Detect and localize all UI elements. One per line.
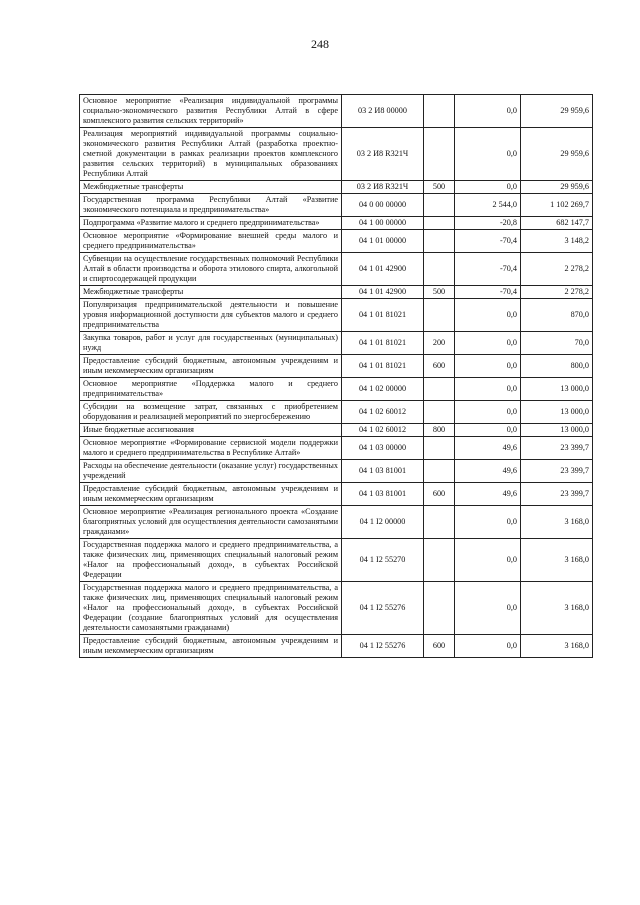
table-row — [80, 194, 593, 217]
table-row — [80, 582, 593, 635]
change-amount-cell: 0,0 — [455, 355, 521, 378]
expense-name-cell: Расходы на обеспечение деятельности (оказание услуг) государственных учреждений — [80, 460, 342, 483]
expense-type-cell — [424, 230, 455, 253]
budget-table — [79, 94, 593, 658]
expense-type-cell: 600 — [424, 355, 455, 378]
table-row — [80, 483, 593, 506]
target-code-cell: 04 1 I2 55276 — [342, 582, 424, 635]
expense-name-cell: Государственная поддержка малого и среднего предпринимательства, а также физических лиц, применяющих специальный налоговый режим «Налог на профессиональный доход», в субъектах Российской Федерации — [80, 539, 342, 582]
table-row — [80, 95, 593, 128]
table-row — [80, 355, 593, 378]
target-code-cell: 04 1 01 42900 — [342, 286, 424, 299]
table-row — [80, 437, 593, 460]
target-code-cell: 04 1 00 00000 — [342, 217, 424, 230]
total-amount-cell: 3 168,0 — [521, 635, 593, 658]
expense-name-cell: Подпрограмма «Развитие малого и среднего предпринимательства» — [80, 217, 342, 230]
total-amount-cell: 23 399,7 — [521, 460, 593, 483]
table-row — [80, 230, 593, 253]
expense-type-cell — [424, 378, 455, 401]
expense-name-cell: Закупка товаров, работ и услуг для государственных (муниципальных) нужд — [80, 332, 342, 355]
page-number: 248 — [311, 37, 329, 51]
table-row — [80, 635, 593, 658]
expense-type-cell: 500 — [424, 286, 455, 299]
total-amount-cell: 29 959,6 — [521, 128, 593, 181]
total-amount-cell: 13 000,0 — [521, 424, 593, 437]
table-row — [80, 181, 593, 194]
target-code-cell: 04 1 01 00000 — [342, 230, 424, 253]
change-amount-cell: 0,0 — [455, 332, 521, 355]
target-code-cell: 04 1 03 81001 — [342, 460, 424, 483]
expense-name-cell: Основное мероприятие «Реализация индивидуальной программы социально-экономического развития Республики Алтай в сфере комплексного развития сельских территорий» — [80, 95, 342, 128]
expense-name-cell: Основное мероприятие «Поддержка малого и среднего предпринимательства» — [80, 378, 342, 401]
change-amount-cell: 0,0 — [455, 95, 521, 128]
total-amount-cell: 70,0 — [521, 332, 593, 355]
total-amount-cell: 23 399,7 — [521, 437, 593, 460]
table-row — [80, 253, 593, 286]
expense-type-cell — [424, 437, 455, 460]
expense-type-cell: 800 — [424, 424, 455, 437]
total-amount-cell: 800,0 — [521, 355, 593, 378]
expense-name-cell: Предоставление субсидий бюджетным, автономным учреждениям и иным некоммерческим организациям — [80, 483, 342, 506]
expense-name-cell: Основное мероприятие «Реализация регионального проекта «Создание благоприятных условий для осуществления деятельности самозанятыми гражданами» — [80, 506, 342, 539]
expense-type-cell — [424, 253, 455, 286]
table-row — [80, 378, 593, 401]
total-amount-cell: 3 168,0 — [521, 582, 593, 635]
table-row — [80, 299, 593, 332]
expense-type-cell — [424, 194, 455, 217]
expense-name-cell: Межбюджетные трансферты — [80, 181, 342, 194]
total-amount-cell: 29 959,6 — [521, 95, 593, 128]
target-code-cell: 04 1 02 60012 — [342, 401, 424, 424]
total-amount-cell: 870,0 — [521, 299, 593, 332]
expense-name-cell: Реализация мероприятий индивидуальной программы социально-экономического развития Республики Алтай (разработка проектно-сметной документации в рамках реализации проектов комплексного развития сельских территорий) в муниципальных образованиях Республики Алтай — [80, 128, 342, 181]
change-amount-cell: -20,8 — [455, 217, 521, 230]
total-amount-cell: 2 278,2 — [521, 286, 593, 299]
target-code-cell: 04 1 I2 55276 — [342, 635, 424, 658]
expense-type-cell — [424, 460, 455, 483]
expense-name-cell: Субсидии на возмещение затрат, связанных с приобретением оборудования и реализацией мероприятий по энергосбережению — [80, 401, 342, 424]
table-row — [80, 332, 593, 355]
expense-type-cell — [424, 401, 455, 424]
total-amount-cell: 1 102 269,7 — [521, 194, 593, 217]
change-amount-cell: 0,0 — [455, 424, 521, 437]
total-amount-cell: 3 148,2 — [521, 230, 593, 253]
expense-name-cell: Предоставление субсидий бюджетным, автономным учреждениям и иным некоммерческим организациям — [80, 355, 342, 378]
table-row — [80, 506, 593, 539]
change-amount-cell: -70,4 — [455, 286, 521, 299]
change-amount-cell: 49,6 — [455, 483, 521, 506]
table-row — [80, 539, 593, 582]
expense-name-cell: Иные бюджетные ассигнования — [80, 424, 342, 437]
expense-name-cell: Основное мероприятие «Формирование внешней среды малого и среднего предпринимательства» — [80, 230, 342, 253]
expense-type-cell: 600 — [424, 483, 455, 506]
target-code-cell: 04 1 01 81021 — [342, 332, 424, 355]
change-amount-cell: 0,0 — [455, 181, 521, 194]
change-amount-cell: 49,6 — [455, 460, 521, 483]
total-amount-cell: 13 000,0 — [521, 378, 593, 401]
table-row — [80, 401, 593, 424]
change-amount-cell: -70,4 — [455, 230, 521, 253]
change-amount-cell: 0,0 — [455, 299, 521, 332]
total-amount-cell: 29 959,6 — [521, 181, 593, 194]
table-body — [80, 95, 593, 658]
expense-type-cell — [424, 128, 455, 181]
expense-type-cell: 500 — [424, 181, 455, 194]
expense-type-cell: 200 — [424, 332, 455, 355]
target-code-cell: 04 1 01 81021 — [342, 299, 424, 332]
change-amount-cell: -70,4 — [455, 253, 521, 286]
expense-type-cell — [424, 217, 455, 230]
table-row — [80, 460, 593, 483]
target-code-cell: 04 1 02 00000 — [342, 378, 424, 401]
table-row — [80, 217, 593, 230]
change-amount-cell: 0,0 — [455, 582, 521, 635]
total-amount-cell: 3 168,0 — [521, 506, 593, 539]
change-amount-cell: 0,0 — [455, 401, 521, 424]
expense-type-cell — [424, 506, 455, 539]
expense-name-cell: Основное мероприятие «Формирование сервисной модели поддержки малого и среднего предпринимательства в Республике Алтай» — [80, 437, 342, 460]
total-amount-cell: 682 147,7 — [521, 217, 593, 230]
target-code-cell: 04 1 01 42900 — [342, 253, 424, 286]
table-row — [80, 424, 593, 437]
change-amount-cell: 0,0 — [455, 128, 521, 181]
change-amount-cell: 2 544,0 — [455, 194, 521, 217]
table-row — [80, 128, 593, 181]
table-row — [80, 286, 593, 299]
target-code-cell: 04 0 00 00000 — [342, 194, 424, 217]
expense-type-cell: 600 — [424, 635, 455, 658]
change-amount-cell: 0,0 — [455, 539, 521, 582]
target-code-cell: 03 2 И8 00000 — [342, 95, 424, 128]
total-amount-cell: 23 399,7 — [521, 483, 593, 506]
change-amount-cell: 0,0 — [455, 635, 521, 658]
expense-name-cell: Субвенции на осуществление государственных полномочий Республики Алтай в области производства и оборота этилового спирта, алкогольной и спиртосодержащей продукции — [80, 253, 342, 286]
target-code-cell: 04 1 02 60012 — [342, 424, 424, 437]
total-amount-cell: 2 278,2 — [521, 253, 593, 286]
expense-type-cell — [424, 95, 455, 128]
expense-name-cell: Межбюджетные трансферты — [80, 286, 342, 299]
expense-name-cell: Предоставление субсидий бюджетным, автономным учреждениям и иным некоммерческим организациям — [80, 635, 342, 658]
change-amount-cell: 0,0 — [455, 506, 521, 539]
expense-type-cell — [424, 582, 455, 635]
expense-name-cell: Государственная программа Республики Алтай «Развитие экономического потенциала и предпринимательства» — [80, 194, 342, 217]
expense-name-cell: Популяризация предпринимательской деятельности и повышение уровня информационной доступности для субъектов малого и среднего предпринимательства — [80, 299, 342, 332]
expense-type-cell — [424, 299, 455, 332]
target-code-cell: 03 2 И8 R321Ч — [342, 128, 424, 181]
total-amount-cell: 13 000,0 — [521, 401, 593, 424]
target-code-cell: 04 1 I2 55270 — [342, 539, 424, 582]
change-amount-cell: 0,0 — [455, 378, 521, 401]
expense-name-cell: Государственная поддержка малого и среднего предпринимательства, а также физических лиц, применяющих специальный налоговый режим «Налог на профессиональный доход», в субъектах Российской Федерации (создание благоприятных условий для осуществления деятельности самозанятыми гражданами) — [80, 582, 342, 635]
change-amount-cell: 49,6 — [455, 437, 521, 460]
target-code-cell: 03 2 И8 R321Ч — [342, 181, 424, 194]
target-code-cell: 04 1 03 00000 — [342, 437, 424, 460]
total-amount-cell: 3 168,0 — [521, 539, 593, 582]
target-code-cell: 04 1 I2 00000 — [342, 506, 424, 539]
expense-type-cell — [424, 539, 455, 582]
target-code-cell: 04 1 03 81001 — [342, 483, 424, 506]
target-code-cell: 04 1 01 81021 — [342, 355, 424, 378]
